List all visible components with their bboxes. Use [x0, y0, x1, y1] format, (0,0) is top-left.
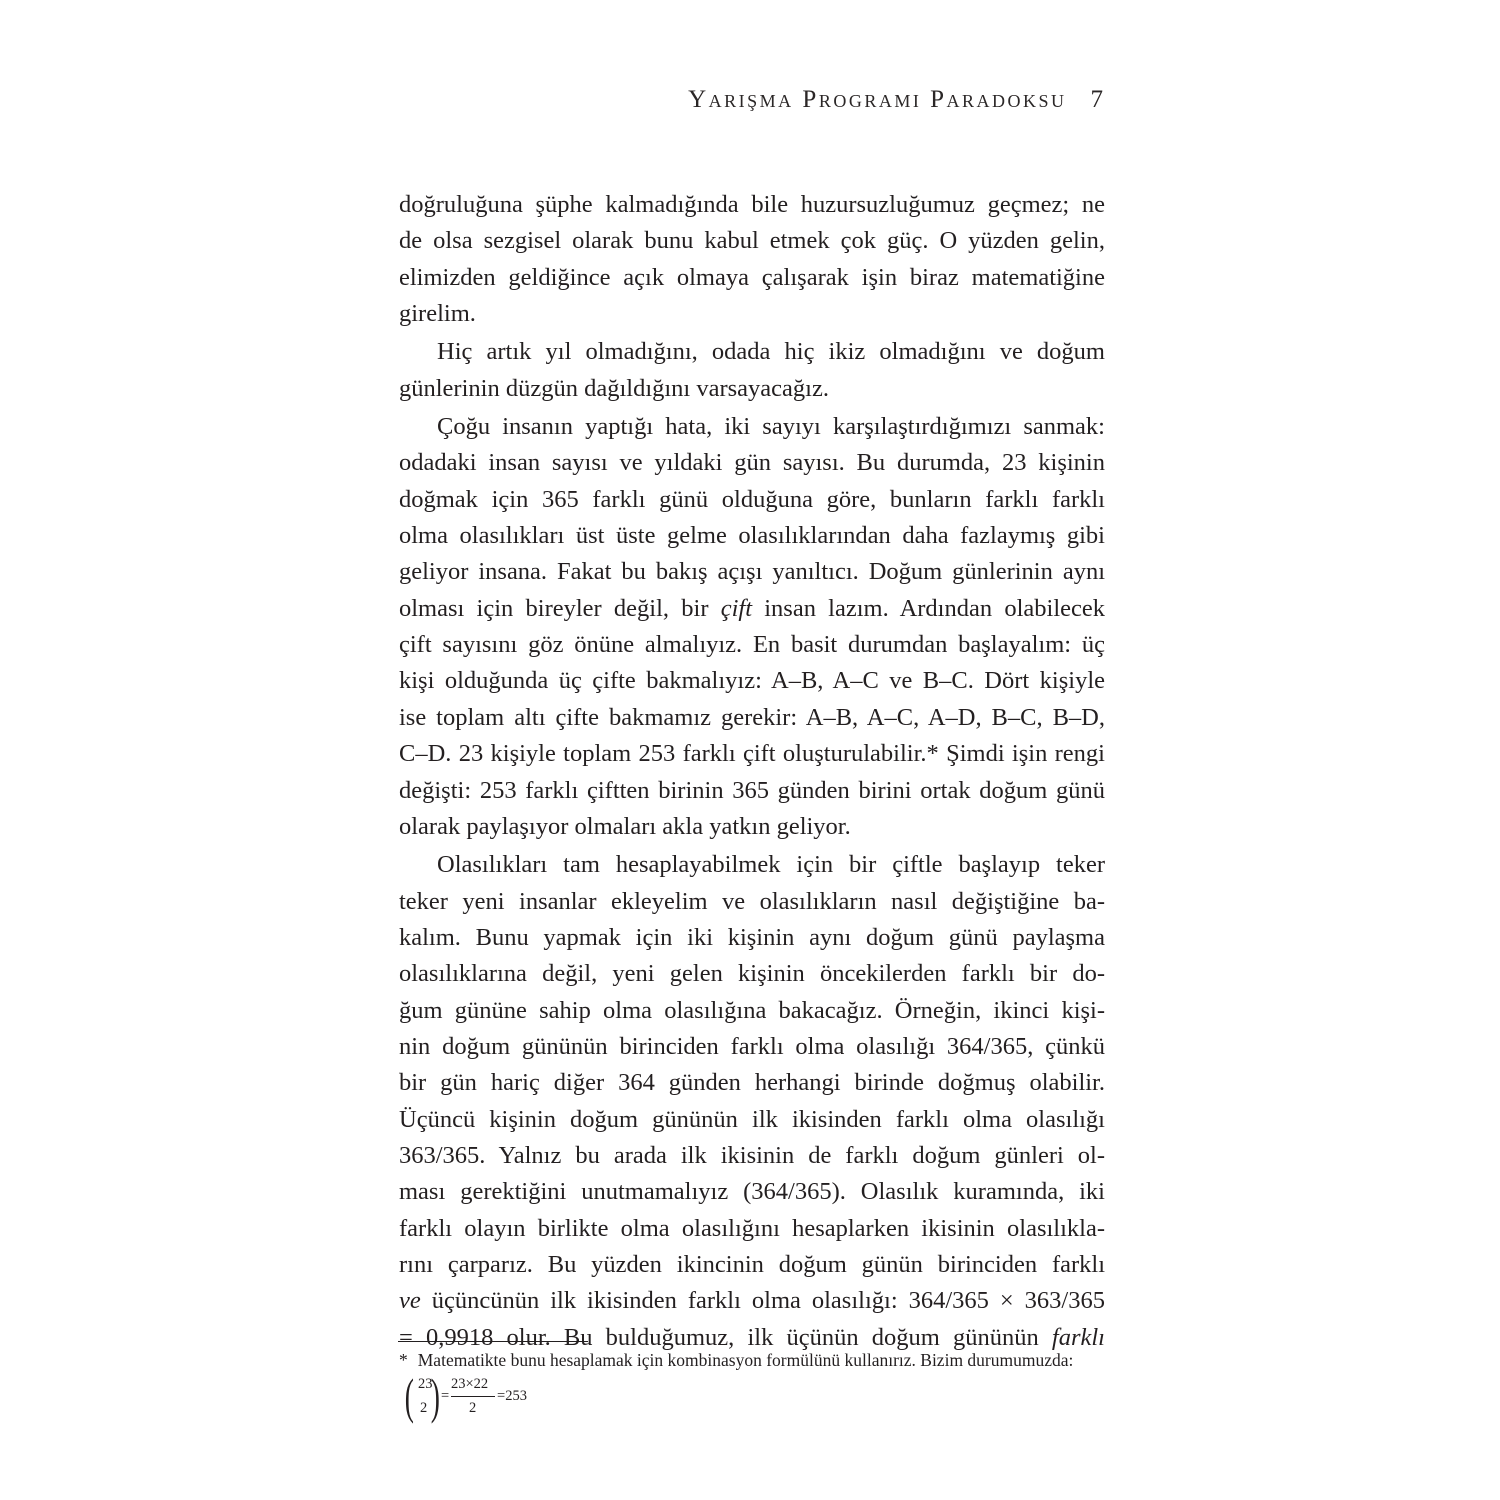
- text-line: doğmak için 365 farklı günü olduğuna göre, bunların farklı farklı: [399, 485, 1105, 513]
- text-line: kalım. Bunu yapmak için iki kişinin aynı doğum günü paylaşma: [399, 923, 1105, 951]
- text-line: geliyor insana. Fakat bu bakış açışı yanıltıcı. Doğum günlerinin aynı: [399, 558, 1105, 586]
- running-header: [688, 86, 1103, 114]
- text-line: çift sayısını göz önüne almalıyız. En basit durumdan başlayalım: üç: [399, 631, 1105, 659]
- text-line: ise toplam altı çifte bakmamız gerekir: A–B, A–C, A–D, B–C, B–D,: [399, 703, 1105, 731]
- chapter-title: Yarışma Programı Paradoksu: [688, 86, 1067, 113]
- emphasis-text: çift: [720, 594, 752, 622]
- fraction-denominator: 2: [469, 1400, 477, 1416]
- emphasis-text: farklı: [1051, 1323, 1105, 1351]
- text-line: teker yeni insanlar ekleyelim ve olasılıkların nasıl değiştiğine ba-: [399, 887, 1105, 915]
- text-line: [399, 591, 1105, 627]
- binomial-k: 2: [420, 1400, 428, 1416]
- text-line: ğum gününe sahip olma olasılığına bakacağız. Örneğin, ikinci kişi-: [399, 996, 1105, 1024]
- footnote-divider: [398, 1341, 588, 1342]
- text-line: nin doğum gününün birinciden farklı olma olasılığı 364/365, çünkü: [399, 1032, 1105, 1060]
- result-value: 253: [505, 1388, 527, 1404]
- text-line: de olsa sezgisel olarak bunu kabul etmek çok güç. O yüzden gelin,: [399, 227, 1105, 255]
- text-run: üçüncünün ilk ikisinden farklı olma olasılığı: 364/365 × 363/365: [420, 1287, 1105, 1315]
- text-line: farklı olayın birlikte olma olasılığını hesaplarken ikisinin olasılıkla-: [399, 1214, 1105, 1242]
- text-line: olarak paylaşıyor olmaları akla yatkın geliyor.: [399, 812, 851, 840]
- fraction-numerator: 23×22: [451, 1376, 489, 1392]
- text-line: doğruluğuna şüphe kalmadığında bile huzursuzluğumuz geçmez; ne: [399, 191, 1105, 218]
- text-line: günlerinin düzgün dağıldığını varsayacağız.: [399, 374, 829, 402]
- text-line: olasılıklarına değil, yeni gelen kişinin öncekilerden farklı bir do-: [399, 960, 1105, 988]
- text-line: odadaki insan sayısı ve yıldaki gün sayısı. Bu durumda, 23 kişinin: [399, 449, 1105, 477]
- text-line: olma olasılıkları üst üste gelme olasılıklarından daha fazlaymış gibi: [399, 522, 1105, 550]
- text-line: 363/365. Yalnız bu arada ilk ikisinin de farklı doğum günleri ol-: [399, 1141, 1105, 1169]
- left-paren: (: [404, 1368, 414, 1424]
- equals-sign: =: [497, 1388, 506, 1404]
- text-line: Olasılıkları tam hesaplayabilmek için bir çiftle başlayıp teker: [437, 851, 1105, 879]
- footnote: [399, 1348, 1119, 1372]
- text-line: ması gerektiğini unutmamalıyız (364/365). Olasılık kuramında, iki: [399, 1178, 1105, 1206]
- emphasis-text: ve: [399, 1287, 421, 1315]
- text-line: [399, 1283, 1105, 1319]
- text-line: girelim.: [399, 300, 476, 328]
- text-line: Hiç artık yıl olmadığını, odada hiç ikiz olmadığını ve doğum: [437, 338, 1105, 366]
- text-line: Çoğu insanın yaptığı hata, iki sayıyı karşılaştırdığımızı sanmak:: [437, 413, 1105, 441]
- body-text: [399, 187, 1105, 1356]
- text-run: insan lazım. Ardından olabilecek: [752, 594, 1106, 622]
- footnote-marker: *: [399, 1350, 408, 1370]
- text-run: = 0,9918 olur. Bu bulduğumuz, ilk üçünün doğum gününün: [399, 1323, 1052, 1351]
- text-line: değişti: 253 farklı çiftten birinin 365 günden birini ortak doğum günü: [399, 776, 1105, 804]
- text-line: bir gün hariç diğer 364 günden herhangi birinde doğmuş olabilir.: [399, 1069, 1105, 1097]
- page-number: 7: [1090, 86, 1103, 113]
- formula-result: [497, 1388, 527, 1405]
- text-line: kişi olduğunda üç çifte bakmalıyız: A–B, A–C ve B–C. Dört kişiyle: [399, 667, 1105, 695]
- footnote-text: Matematikte bunu hesaplamak için kombinasyon formülünü kullanırız. Bizim durumumuzda:: [417, 1350, 1074, 1370]
- equals-sign: =: [441, 1388, 450, 1404]
- text-line: Üçüncü kişinin doğum gününün ilk ikisinden farklı olma olasılığı: [399, 1105, 1105, 1133]
- right-paren: ): [430, 1368, 440, 1424]
- text-line: C–D. 23 kişiyle toplam 253 farklı çift oluşturulabilir.* Şimdi işin rengi: [399, 740, 1105, 768]
- text-line: rını çarparız. Bu yüzden ikincinin doğum günün birinciden farklı: [399, 1250, 1105, 1278]
- fraction-bar: [451, 1396, 495, 1397]
- binomial-n: 23: [418, 1376, 433, 1392]
- text-line: elimizden geldiğince açık olmaya çalışarak işin biraz matematiğine: [399, 263, 1105, 291]
- text-run: olması için bireyler değil, bir: [399, 594, 721, 622]
